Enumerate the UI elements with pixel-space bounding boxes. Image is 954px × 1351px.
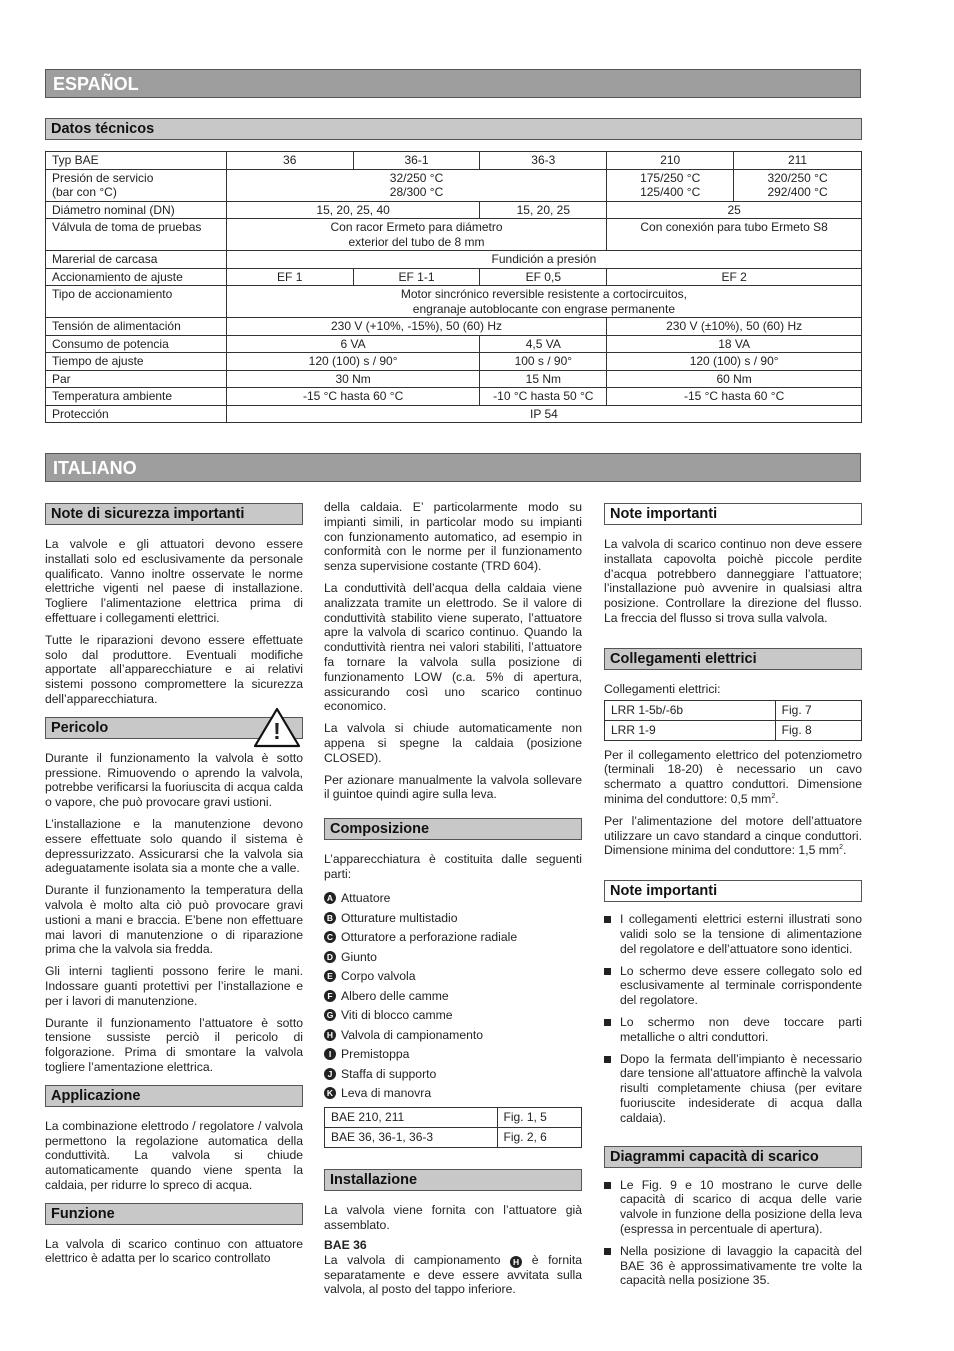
list-item — [604, 1052, 862, 1126]
row-label: Marerial de carcasa — [46, 251, 227, 269]
warning-icon — [253, 706, 301, 748]
figure-reference-table — [324, 1107, 582, 1148]
cell-line: Con racor Ermeto para diámetro — [330, 220, 503, 234]
list-item-text: Dopo la fermata dell’impianto è necessario dare tensione all’attuatore affinchè la valvola risulti completamente chiusa (per evitare fuoriuscite indesiderate di acqua dalla caldaia). — [620, 1051, 862, 1125]
bullet-square-icon — [604, 1248, 611, 1255]
table-row — [46, 370, 862, 388]
list-item-label: Viti di blocco camme — [341, 1008, 453, 1023]
list-item-text: Nella posizione di lavaggio la capacità del BAE 36 è approssimativamente tre volte la capacità nella posizione 35. — [620, 1243, 862, 1288]
heading-note-importanti: Note importanti — [604, 503, 862, 525]
table-cell: Fig. 1, 5 — [497, 1108, 582, 1128]
table-cell: -15 °C hasta 60 °C — [607, 388, 862, 406]
text-span: . — [842, 843, 847, 858]
table-cell — [607, 169, 734, 201]
list-item — [324, 928, 582, 948]
table-cell: LRR 1-5b/-6b — [605, 700, 776, 720]
text-span: è fornita separatamente e deve essere avvitata sulla valvola, al posto del tappo inferiore. — [324, 1252, 582, 1297]
column-middle — [324, 500, 582, 1304]
bullet-square-icon — [604, 916, 611, 923]
row-label-line: Presión de servicio — [52, 170, 154, 185]
letter-marker: H — [324, 1029, 336, 1041]
letter-marker: E — [324, 970, 336, 982]
paragraph: La valvole e gli attuatori devono essere installati solo ed esclusivamente da personale qualificato. Vanno inoltre osservate le norme elettriche vigenti nel paese di installazione. Togliere l’alimentazione elettrica prima di effettuare i collegamenti elettrici. — [45, 537, 303, 625]
list-item — [324, 1045, 582, 1065]
notes-list — [604, 912, 862, 1125]
table-row — [46, 169, 862, 201]
table-row — [46, 405, 862, 423]
list-item-text: Le Fig. 9 e 10 mostrano le curve delle capacità di scarico di acqua delle varie valvole in funzione della posizione della leva (espressa in percentuale di apertura). — [620, 1177, 862, 1236]
table-row — [46, 251, 862, 269]
table-cell — [226, 286, 861, 318]
section-title-italiano: ITALIANO — [45, 453, 861, 482]
table-cell — [734, 169, 862, 201]
table-cell: 15, 20, 25, 40 — [226, 201, 480, 219]
letter-marker: G — [324, 1009, 336, 1021]
paragraph: La conduttività dell’acqua della caldaia viene analizzata tramite un elettrodo. Se il valore di conduttività stabilito viene superato, l’attuatore apre la valvola di scarico continuo. Quando la conduttività rientra nei valori stabiliti, l’attuatore fa tornare la valvola sulla posizione di funzionamento LOW (c.a. 5% di apertura, assicurando così uno scarico continuo economico. — [324, 580, 582, 714]
cell-line: exterior del tubo de 8 mm — [348, 234, 485, 249]
list-item — [324, 1064, 582, 1084]
heading-collegamenti: Collegamenti elettrici — [604, 648, 862, 670]
table-cell: 6 VA — [226, 335, 480, 353]
list-item — [324, 1084, 582, 1104]
paragraph: Tutte le riparazioni devono essere effettuate solo dal produttore. Eventuali modifiche apportate all’apparecchiature e ai relativi sistemi possono compromettere la sicurezza dell’apparecchiatura. — [45, 632, 303, 706]
letter-marker: B — [324, 912, 336, 924]
table-cell: 100 s / 90° — [480, 353, 607, 371]
table-cell: 120 (100) s / 90° — [607, 353, 862, 371]
heading-datos-tecnicos: Datos técnicos — [45, 118, 862, 140]
bullet-square-icon — [604, 1019, 611, 1026]
paragraph: L’installazione e la manutenzione devono essere effettuate solo quando il sistema è depressurizzato. Assicurarsi che la valvola sia adeguatamente isolata sia a monte che a valle. — [45, 816, 303, 876]
paragraph: La valvola di scarico continuo con attuatore elettrico è adatta per lo scarico controllato — [45, 1236, 303, 1266]
list-item-label: Premistoppa — [341, 1047, 410, 1062]
table-cell — [226, 219, 606, 251]
row-label: Tipo de accionamiento — [46, 286, 227, 318]
table-cell: 4,5 VA — [480, 335, 607, 353]
heading-sicurezza: Note di sicurezza importanti — [45, 503, 303, 525]
list-item-label: Albero delle camme — [341, 988, 449, 1003]
table-cell: 230 V (+10%, -15%), 50 (60) Hz — [226, 318, 606, 336]
text-span: . — [775, 791, 779, 806]
table-cell: IP 54 — [226, 405, 861, 423]
cell-line: 32/250 °C — [389, 170, 444, 185]
list-item — [324, 889, 582, 909]
table-cell: 36-1 — [353, 152, 480, 170]
table-cell: BAE 210, 211 — [325, 1108, 498, 1128]
letter-marker: J — [324, 1068, 336, 1080]
warning-icon-glyph: ! — [273, 717, 281, 744]
bullet-square-icon — [604, 968, 611, 975]
wiring-figure-table — [604, 700, 862, 741]
superscript: 2 — [771, 792, 776, 800]
paragraph — [604, 748, 862, 807]
paragraph: La valvola viene fornita con l’attuatore già assemblato. — [324, 1203, 582, 1233]
table-cell: EF 2 — [607, 268, 862, 286]
paragraph — [324, 1253, 582, 1298]
cell-line: Motor sincrónico reversible resistente a cortocircuitos, — [400, 287, 687, 301]
table-cell: 230 V (±10%), 50 (60) Hz — [607, 318, 862, 336]
paragraph: della caldaia. E’ particolarmente modo su impianti simili, in particolar modo su impianti con funzionamento automatico, ad esempio in conformità con le norme per il funzionamento senza supervisione costante (TRD 604). — [324, 500, 582, 574]
table-cell: 36-3 — [480, 152, 607, 170]
paragraph: Durante il funzionamento la temperatura della valvola è molto alta ciò può provocare gravi ustioni a mani e braccia. E’bene non effettuare mai lavori di manutenzione o di riparazione prima che la valvola sia fredda. — [45, 883, 303, 957]
heading-funzione: Funzione — [45, 1203, 303, 1225]
heading-pericolo: Pericolo — [45, 717, 303, 739]
table-row — [46, 388, 862, 406]
table-cell: EF 1-1 — [353, 268, 480, 286]
table-row — [325, 1108, 582, 1128]
section-title-espanol: ESPAÑOL — [45, 69, 861, 98]
paragraph: Durante il funzionamento la valvola è sotto pressione. Rimuovendo o aprendo la valvola, potrebbe verificarsi la fuoriuscita di acqua calda o vapore, che può provocare gravi ustioni. — [45, 750, 303, 810]
row-label: Accionamiento de ajuste — [46, 268, 227, 286]
table-cell: 60 Nm — [607, 370, 862, 388]
diagram-notes-list — [604, 1178, 862, 1289]
letter-marker: A — [324, 892, 336, 904]
table-cell: Fundición a presión — [226, 251, 861, 269]
heading-applicazione: Applicazione — [45, 1085, 303, 1107]
paragraph: La valvola di scarico continuo non deve essere installata capovolta poichè piccole perdite d’acqua potrebbero danneggiare l’attuatore; l’installazione può avvenire in qualsiasi altra posizione. Controllare la direzione del flusso. La freccia del flusso si trova sulla valvola. — [604, 537, 862, 625]
list-item-label: Leva di manovra — [341, 1086, 432, 1101]
list-item — [324, 967, 582, 987]
row-label: Diámetro nominal (DN) — [46, 201, 227, 219]
heading-diagrammi: Diagrammi capacità di scarico — [604, 1146, 862, 1168]
cell-line: 320/250 °C — [767, 170, 828, 185]
cell-line: 28/300 °C — [389, 185, 444, 199]
heading-pericolo-wrap — [45, 717, 303, 744]
list-item — [604, 912, 862, 956]
table-row — [46, 353, 862, 371]
table-row — [46, 318, 862, 336]
list-item-label: Otturatore a perforazione radiale — [341, 930, 518, 945]
paragraph: Collegamenti elettrici: — [604, 681, 721, 696]
letter-marker: F — [324, 990, 336, 1002]
paragraph: Gli interni taglienti possono ferire le mani. Indossare guanti protettivi per l’installazione e per i lavori di manutenzione. — [45, 964, 303, 1008]
table-cell: Con conexión para tubo Ermeto S8 — [607, 219, 862, 251]
column-left — [45, 503, 303, 1273]
cell-line: 292/400 °C — [767, 185, 828, 199]
table-row — [46, 152, 862, 170]
list-item — [324, 986, 582, 1006]
paragraph: Per azionare manualmente la valvola sollevare il guintoe quindi agire sulla leva. — [324, 772, 582, 802]
table-cell: Fig. 2, 6 — [497, 1128, 582, 1148]
list-item-text: I collegamenti elettrici esterni illustrati sono validi solo se la tensione di alimentazione del regolatore e dell’attuatore sono identici. — [620, 912, 862, 956]
list-item — [324, 947, 582, 967]
table-cell: 211 — [734, 152, 862, 170]
row-label-line: (bar con °C) — [52, 185, 117, 199]
table-cell: 210 — [607, 152, 734, 170]
table-cell: EF 1 — [226, 268, 353, 286]
list-item — [604, 964, 862, 1008]
paragraph: La valvola si chiude automaticamente non appena si spegne la caldaia (posizione CLOSED). — [324, 721, 582, 765]
row-label: Typ BAE — [46, 152, 227, 170]
table-cell: BAE 36, 36-1, 36-3 — [325, 1128, 498, 1148]
list-item-label: Valvola di campionamento — [341, 1027, 484, 1042]
superscript: 2 — [839, 844, 843, 852]
table-cell: -15 °C hasta 60 °C — [226, 388, 480, 406]
table-row — [605, 700, 862, 720]
row-label: Tiempo de ajuste — [46, 353, 227, 371]
row-label: Protección — [46, 405, 227, 423]
list-item — [604, 1178, 862, 1237]
table-cell: 25 — [607, 201, 862, 219]
letter-marker: I — [324, 1048, 336, 1060]
list-item-label: Giunto — [341, 949, 377, 964]
table-row — [46, 335, 862, 353]
tech-data-table — [45, 151, 862, 423]
list-item — [604, 1015, 862, 1045]
row-label: Válvula de toma de pruebas — [46, 219, 227, 251]
list-item — [324, 1025, 582, 1045]
components-list — [324, 889, 582, 1104]
table-cell: Fig. 8 — [775, 720, 861, 740]
list-item-text: Lo schermo deve essere collegato solo ed esclusivamente al terminale corrispondente del regolatore. — [620, 963, 862, 1008]
list-item — [324, 1006, 582, 1026]
table-cell — [226, 169, 606, 201]
table-cell: Fig. 7 — [775, 700, 861, 720]
row-label: Tensión de alimentación — [46, 318, 227, 336]
row-label — [46, 169, 227, 201]
table-row — [605, 720, 862, 740]
column-right — [604, 503, 862, 1295]
table-cell: 36 — [226, 152, 353, 170]
list-item-text: Lo schermo non deve toccare parti metalliche o altri conduttori. — [620, 1014, 862, 1044]
table-cell: 15 Nm — [480, 370, 607, 388]
table-cell: 120 (100) s / 90° — [226, 353, 480, 371]
text-span: La valvola di campionamento — [324, 1252, 501, 1267]
text-span: Per il collegamento elettrico del potenziometro (terminali 18-20) è necessario un cavo schermato a quattro conduttori. Dimensione minima del conduttore: 0,5 mm — [604, 747, 862, 806]
list-item-label: Attuatore — [341, 891, 391, 906]
letter-h-marker: H — [510, 1256, 522, 1268]
table-row — [46, 201, 862, 219]
letter-marker: D — [324, 951, 336, 963]
row-label: Temperatura ambiente — [46, 388, 227, 406]
letter-marker: C — [324, 931, 336, 943]
paragraph: Durante il funzionamento l’attuatore è sotto tensione sussiste perciò il pericolo di folgorazione. Prima di smontare la valvola togliere l’amentazione elettrica. — [45, 1015, 303, 1074]
table-row — [325, 1128, 582, 1148]
heading-note-importanti-2: Note importanti — [604, 880, 862, 902]
table-row — [46, 268, 862, 286]
text-span: Per l’alimentazione del motore dell’attuatore utilizzare un cavo standard a cinque conduttori. Dimensione minima del conduttore: 1,5 mm — [604, 813, 862, 858]
row-label: Consumo de potencia — [46, 335, 227, 353]
table-cell: EF 0,5 — [480, 268, 607, 286]
table-cell: 15, 20, 25 — [480, 201, 607, 219]
subheading-bae36: BAE 36 — [324, 1237, 367, 1252]
list-item-label: Staffa di supporto — [341, 1066, 437, 1081]
cell-line: 125/400 °C — [640, 185, 701, 199]
heading-installazione: Installazione — [324, 1169, 582, 1191]
bullet-square-icon — [604, 1182, 611, 1189]
bullet-square-icon — [604, 1056, 611, 1063]
table-cell: LRR 1-9 — [605, 720, 776, 740]
table-cell: 18 VA — [607, 335, 862, 353]
paragraph — [604, 814, 862, 858]
heading-composizione: Composizione — [324, 818, 582, 840]
table-row — [46, 286, 862, 318]
list-item — [324, 908, 582, 928]
list-item-label: Corpo valvola — [341, 969, 416, 984]
list-item — [604, 1244, 862, 1288]
table-cell: 30 Nm — [226, 370, 480, 388]
list-item-label: Otturature multistadio — [341, 910, 458, 925]
paragraph: La combinazione elettrodo / regolatore / valvola permettono la regolazione automatica della conduttività. La valvola si chiude automaticamente quando viene spenta la caldaia, per ridurre lo spreco di acqua. — [45, 1118, 303, 1192]
table-row — [46, 219, 862, 251]
row-label: Par — [46, 370, 227, 388]
paragraph: L’apparecchiatura è costituita dalle seguenti parti: — [324, 852, 582, 881]
cell-line: 175/250 °C — [640, 170, 701, 185]
letter-marker: K — [324, 1087, 336, 1099]
cell-line: engranaje autoblocante con engrase permanente — [412, 301, 675, 316]
table-cell: -10 °C hasta 50 °C — [480, 388, 607, 406]
